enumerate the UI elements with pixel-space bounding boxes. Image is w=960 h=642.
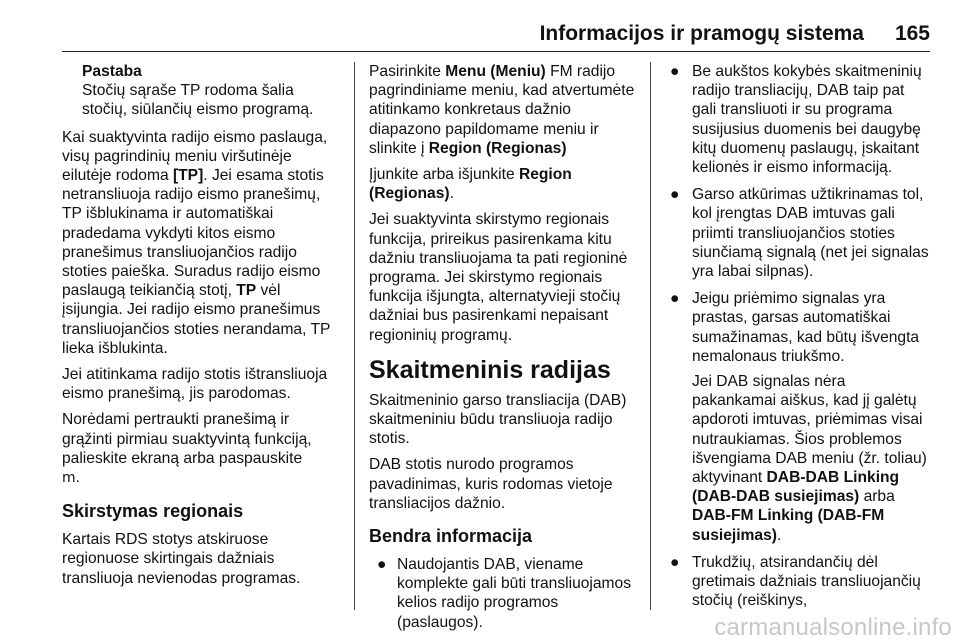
column-2: [369, 62, 639, 640]
text-run: Įjunkite arba išjunkite: [369, 166, 519, 184]
bullet-list: [664, 62, 932, 610]
paragraph-toggle-region: [369, 165, 639, 203]
list-item-text: Be aukštos kokybės skaitmeninių radijo transliacijų, DAB taip pat gali transliuoti ir su programa susijusius duomenis bei daugybę kitų duomenų paslaugų, įskaitant kelionės ir eismo informaciją.: [692, 63, 922, 177]
dab-fm-linking-label: DAB-FM Linking (DAB-FM susiejimas): [692, 507, 885, 544]
bullet-list: [369, 555, 639, 632]
list-item: [664, 289, 932, 545]
text-run: vėl įsijungia. Jei radijo eismo pranešimus transliuojančios stoties nerandama, TP lieka išblukinta.: [62, 282, 331, 357]
bullet-icon: ●: [670, 553, 680, 571]
text-run: . Jei esama stotis netransliuoja radijo eismo pranešimų, TP išblukinama ir automatiškai pradedama vykdyti kitos eismo pranešimus transliuojančios radijo stoties paieška. Suradus radijo eismo paslaugą teikiančią stotį,: [62, 167, 324, 300]
region-label: Region (Regionas): [428, 139, 567, 157]
tp-indicator-label: [TP]: [172, 167, 204, 185]
dab-dab-linking-label: DAB-DAB Linking (DAB-DAB susiejimas): [692, 469, 900, 506]
text-run: Kai suaktyvinta radijo eismo paslauga, visų pagrindinių meniu viršutinėje eilutėje rodoma: [62, 128, 328, 185]
list-item-text: [692, 372, 932, 545]
page-header: [62, 0, 930, 50]
heading-general-info: Bendra informacija: [369, 526, 533, 547]
list-item-text: Jeigu priėmimo signalas yra prastas, garsas automatiškai sumažinamas, kad būtų išvengta nemalonaus triukšmo.: [692, 290, 920, 365]
bullet-icon: ●: [670, 290, 680, 308]
paragraph-rds-regions: Kartais RDS stotys atskiruose regionuose skirtingais dažniais transliuoja nevienodas programas.: [62, 531, 301, 587]
text-run: FM radijo pagrindiniame meniu, kad atvertumėte atitinkamo konkretaus dažnio diapazono papildomame meniu ir slinkite į: [369, 63, 635, 157]
page-number: 165: [894, 22, 930, 45]
paragraph-interrupt: [62, 410, 342, 488]
column-1: [62, 62, 342, 595]
paragraph-announcement: Jei atitinkama radijo stotis ištransliuoja eismo pranešimą, jis parodomas.: [62, 366, 328, 403]
note-box: [62, 62, 342, 120]
note-text: Stočių sąraše TP rodoma šalia stočių, siūlančių eismo programą.: [82, 82, 314, 119]
list-item-text: Garso atkūrimas užtikrinamas tol, kol įrengtas DAB imtuvas gali priimti transliuojančios stoties siunčiamą signalą (net jei signalas yra labai silpnas).: [692, 186, 929, 281]
text-run: .: [776, 526, 782, 544]
paragraph-dab-intro: Skaitmeninio garso transliacija (DAB) skaitmeniniu būdu transliuoja radijo stotis.: [369, 391, 627, 448]
column-3: [664, 62, 932, 618]
column-divider-1: [354, 62, 355, 610]
heading-regional: Skirstymas regionais: [62, 501, 244, 522]
header-rule: [62, 51, 930, 52]
page-title: Informacijos ir pramogų sistema: [539, 22, 864, 45]
list-item: [664, 553, 932, 611]
note-title: Pastaba: [82, 63, 142, 80]
list-item-text: Trukdžių, atsirandančių dėl gretimais dažniais transliuojančių stočių (reiškinys,: [692, 553, 921, 610]
text-run: .: [75, 469, 80, 487]
text-run: Jei DAB signalas nėra pakankamai aiškus, kad jį galėtų apdoroti imtuvas, priėmimas visai nutraukiamas. Šios problemos išvengiama DAB meniu (žr. toliau) aktyvinant: [692, 373, 927, 487]
paragraph-tp-service: [62, 128, 342, 358]
bullet-icon: ●: [670, 63, 680, 80]
text-run: Norėdami pertraukti pranešimą ir grąžinti pirmiau suaktyvintą funkciją, palieskite ekraną arba paspauskite: [62, 411, 312, 467]
list-item: [664, 185, 932, 281]
region-label: Region (Regionas): [369, 166, 572, 203]
paragraph-region-function: Jei suaktyvinta skirstymo regionais funkcija, prireikus pasirenkama kitu dažniu transliuojama ta pati regioninė programa. Jei skirstymo regionais funkcija išjungta, alternatyvieji stočių dažniai bus pasirenkami nepaisant regioninių programų.: [369, 211, 628, 344]
tp-label: TP: [236, 282, 257, 300]
list-item-text: Naudojantis DAB, viename komplekte gali būti transliuojamos kelios radijo programos (paslaugos).: [397, 556, 632, 631]
bullet-icon: ●: [377, 556, 387, 574]
power-button-icon: m: [62, 470, 76, 487]
text-run: .: [449, 185, 454, 203]
bullet-icon: ●: [670, 186, 680, 204]
paragraph-dab-name: DAB stotis nurodo programos pavadinimas, kuris rodomas vietoje transliacijos dažnio.: [369, 456, 613, 512]
menu-label: Menu (Meniu): [445, 63, 546, 80]
paragraph-menu-region: [369, 62, 639, 158]
watermark: carmanualsonline.info: [714, 614, 952, 641]
list-item: [664, 62, 932, 177]
text-run: Pasirinkite: [369, 63, 446, 80]
column-divider-2: [650, 62, 651, 610]
heading-digital-radio: Skaitmeninis radijas: [369, 355, 611, 384]
list-item: [369, 555, 639, 632]
text-run: arba: [859, 488, 895, 506]
